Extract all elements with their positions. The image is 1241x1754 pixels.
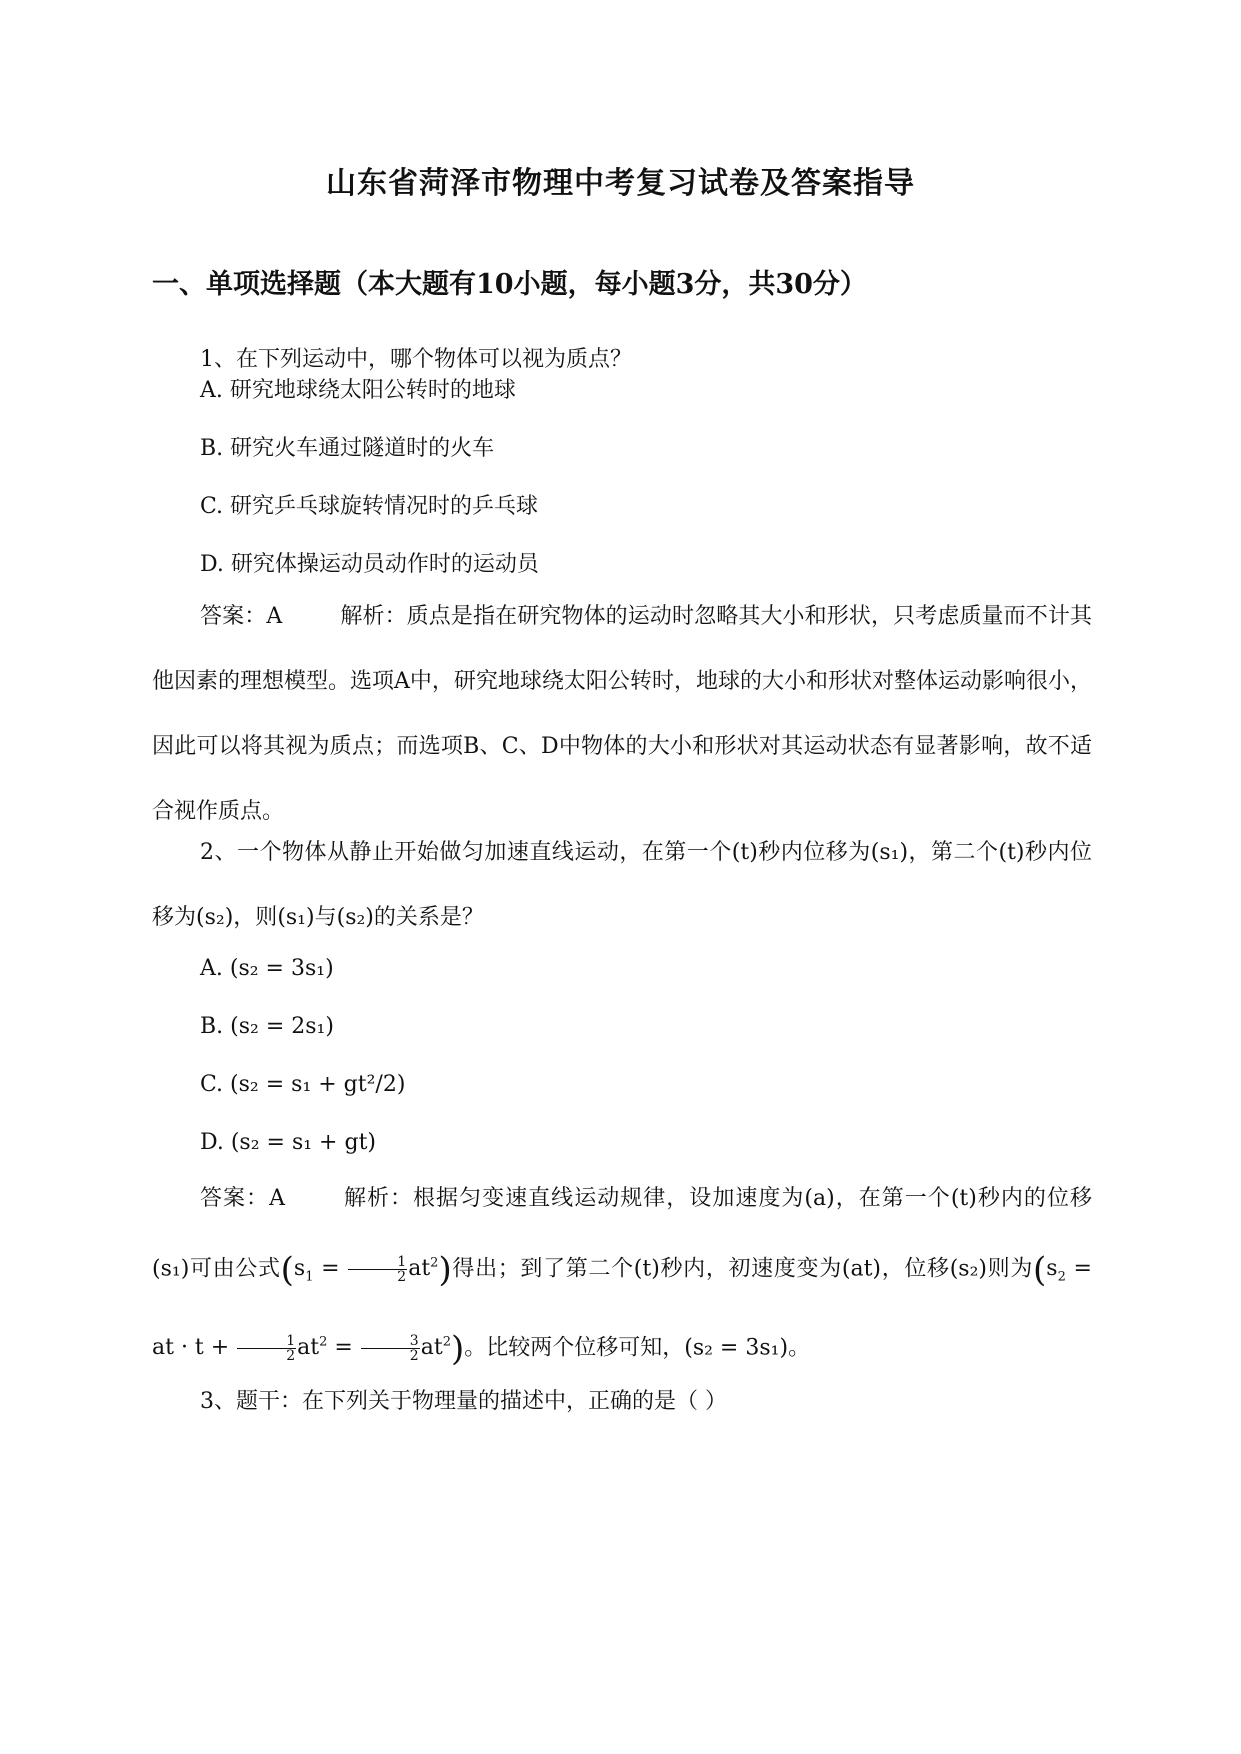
question-2: 2、一个物体从静止开始做匀加速直线运动，在第一个(t)秒内位移为(s₁)，第二个(t)秒内位移为(s₂)，则(s₁)与(s₂)的关系是？ — [152, 840, 1092, 930]
q1-answer-explanation — [152, 584, 1092, 844]
q2-option-c: C. (s₂ = s₁ + gt²/2) — [200, 1072, 406, 1097]
q2-answer-explanation: 答案：A 解析：根据匀变速直线运动规律，设加速度为(a)，在第一个(t)秒内的位移(s₁)可由公式($s_1$ = $\frac{1}{2}$ $at^2$)得出；到了第二个(t)秒内，初速度变为(at)，位移(s₂)则为($s_2$ = at · t + $\frac{1}{2}$ $at^2$ = $\frac{3}{2}$ $at^2$)。比较两个位移可知，(s₂ = 3s₁)。 — [152, 1186, 1092, 1370]
formula-s1: ($s_1$ = $\frac{1}{2}$ $at^2$) — [280, 1250, 452, 1291]
q1-option-d: D. 研究体操运动员动作时的运动员 — [200, 552, 539, 577]
q2-option-a: A. (s₂ = 3s₁) — [200, 956, 334, 981]
section-heading: 一、单项选择题（本大题有10小题，每小题3分，共30分） — [152, 269, 867, 300]
q2-option-d: D. (s₂ = s₁ + gt) — [200, 1130, 376, 1155]
q2-option-b: B. (s₂ = 2s₁) — [200, 1014, 334, 1039]
q1-option-a: A. 研究地球绕太阳公转时的地球 — [200, 378, 516, 403]
q2-answer: 答案：A — [200, 1186, 285, 1211]
question-1: 1、在下列运动中，哪个物体可以视为质点？ — [200, 347, 632, 372]
question-3: 3、题干：在下列关于物理量的描述中，正确的是（ ） — [200, 1389, 727, 1414]
q1-option-b: B. 研究火车通过隧道时的火车 — [200, 436, 495, 461]
q1-answer: 答案：A — [200, 604, 283, 629]
page-title: 山东省菏泽市物理中考复习试卷及答案指导 — [326, 166, 915, 201]
formula-s2: ($s_2$ = at · t + $\frac{1}{2}$ $at^2$ = $\frac{3}{2}$ $at^2$) — [152, 1250, 1092, 1370]
q1-option-c: C. 研究乒乓球旋转情况时的乒乓球 — [200, 494, 539, 519]
q1-explanation: 解析：质点是指在研究物体的运动时忽略其大小和形状，只考虑质量而不计其他因素的理想模型。选项A中，研究地球绕太阳公转时，地球的大小和形状对整体运动影响很小，因此可以将其视为质点；而选项B、C、D中物体的大小和形状对其运动状态有显著影响，故不适合视作质点。 — [152, 604, 1092, 824]
